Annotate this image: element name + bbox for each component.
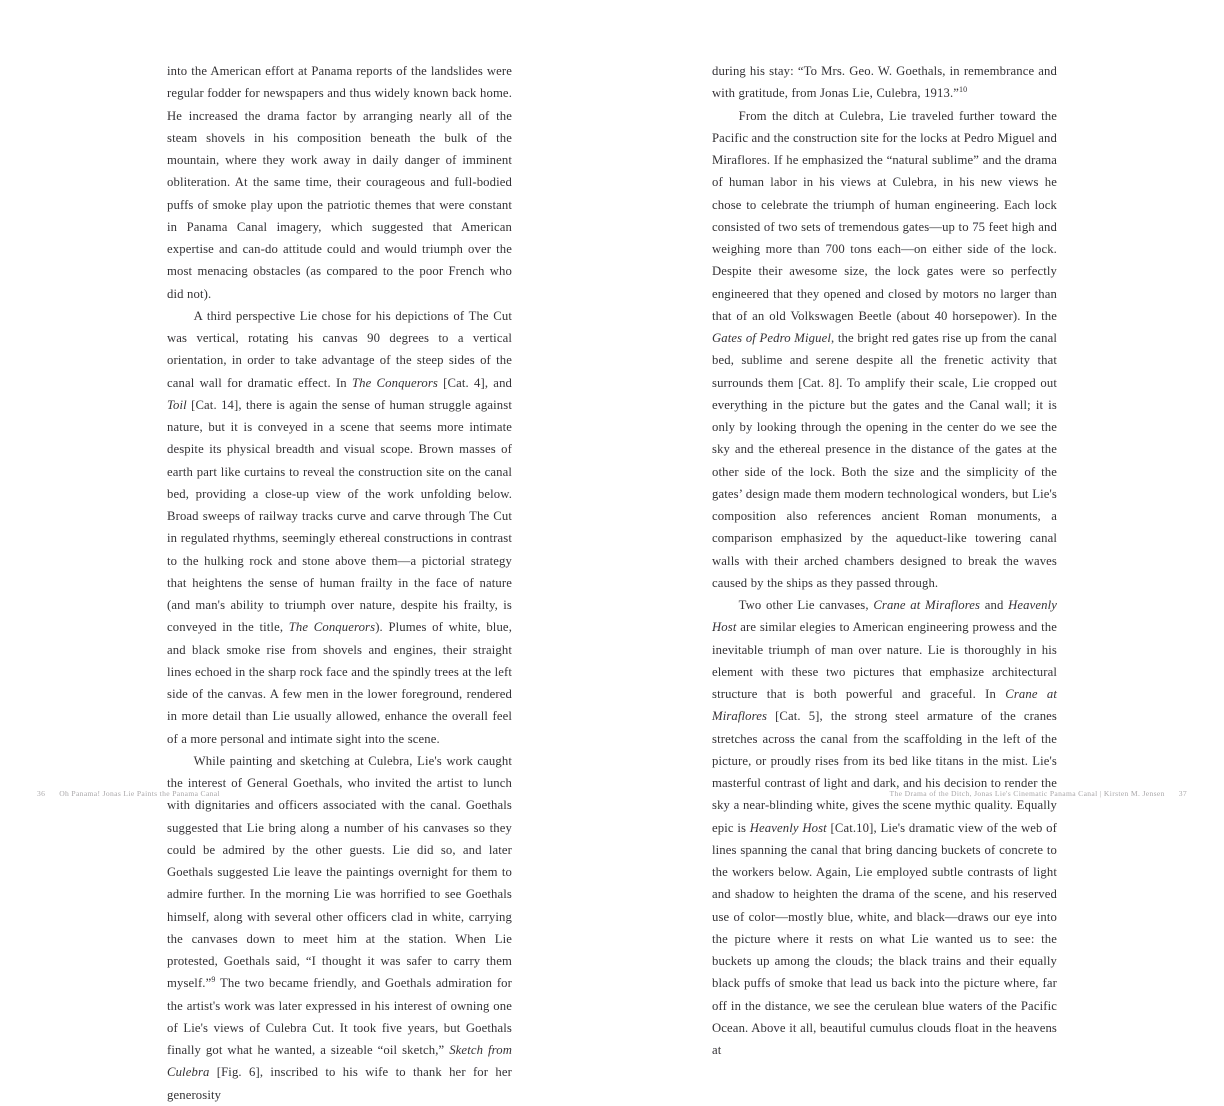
left-page-column [167,60,513,1102]
body-paragraph [712,60,1057,105]
text-run: From the ditch at Culebra, Lie traveled further toward the Pacific and the construction site for the locks at Pedro Miguel and Miraflores. If he emphasized the “natural sublime” and the drama of human labor in his views at Culebra, in his new views he chose to celebrate the triumph of human engineering. Each lock consisted of two sets of tremendous gates—up to 75 feet high and weighing more than 700 tons each—on either side of the lock. Despite their awesome size, the lock gates were so perfectly engineered that they opened and closed by motors no larger than that of an old Volkswagen Beetle (about 40 horsepower). In the [712,108,1057,323]
left-page-running-head: Oh Panama! Jonas Lie Paints the Panama Canal [59,789,220,798]
left-page-folio: 36 [37,789,46,798]
right-page-running-head: The Drama of the Ditch, Jonas Lie's Cinematic Panama Canal | Kirsten M. Jensen [889,789,1165,798]
text-run: ). Plumes of white, blue, and black smoke rise from shovels and engines, their straight lines echoed in the sharp rock face and the spindly trees at the left side of the canvas. A few men in the lower foreground, rendered in more detail than Lie usually allowed, enhance the overall feel of a more personal and intimate sight into the scene. [167,620,512,746]
body-paragraph [167,750,512,1106]
italic-title: Crane at Miraflores [712,687,1057,724]
italic-title: Heavenly Host [712,598,1057,635]
italic-title: Toil [167,397,187,412]
text-run: [Cat. 14], there is again the sense of human struggle against nature, but it is conveyed in a scene that seems more intimate despite its physical breadth and visual scope. Brown masses of earth part like curtains to reveal the construction site on the canal bed, providing a close-up view of the work unfolding below. Broad sweeps of railway tracks curve and carve through The Cut in regulated rhythms, seemingly ethereal constructions in contrast to the hulking rock and stone above them—a pictorial strategy that heightens the sense of human frailty in the face of nature (and man's ability to triumph over nature, despite his frailty, is conveyed in the title, [167,397,512,635]
text-run: While painting and sketching at Culebra, Lie's work caught the interest of General Goethals, who invited the artist to lunch with dignitaries and officers associated with the canal. Goethals suggested that Lie bring along a number of his canvases so they could be admired by the other guests. Lie did so, and later Goethals suggested Lie leave the paintings overnight for them to admire further. In the morning Lie was horrified to see Goethals himself, along with several other officers clad in white, carrying the canvases down to meet him at the station. When Lie protested, Goethals said, “I thought it was safer to carry them myself.” [167,753,512,991]
italic-title: Sketch from Culebra [167,1043,512,1080]
italic-title: Heavenly Host [749,820,827,835]
text-run: are similar elegies to American engineering prowess and the inevitable triumph of man over nature. Lie is thoroughly in his element with these two pictures that emphasize architectural structure that is both powerful and graceful. In [712,620,1057,701]
italic-title: Gates of Pedro Miguel [712,331,831,345]
text-run: [Cat. 5], the strong steel armature of the cranes stretches across the canal from the scaffolding in the left of the picture, or proudly rises from its bed like titans in the mist. Lie's masterful contrast of light and dark, and his decision to render the sky a near-blinding white, gives the scene mythic quality. Equally epic is [712,709,1057,835]
text-run: during his stay: “To Mrs. Geo. W. Goethals, in remembrance and with gratitude, from Jonas Lie, Culebra, 1913.” [712,64,1057,101]
text-run: A third perspective Lie chose for his depictions of The Cut was vertical, rotating his canvas 90 degrees to a vertical orientation, in order to take advantage of the steep sides of the canal wall for dramatic effect. In [167,308,512,390]
text-run: into the American effort at Panama reports of the landslides were regular fodder for newspapers and thus widely known back home. He increased the drama factor by arranging nearly all of the steam shovels in his composition beneath the bulk of the mountain, where they work away in daily danger of imminent obliteration. At the same time, their courageous and full-bodied puffs of smoke play upon the patriotic themes that were constant in Panama Canal imagery, which suggested that American expertise and can-do attitude could and would triumph over the most menacing obstacles (as compared to the poor French who did not). [167,64,512,301]
footnote-marker: 9 [211,975,216,985]
body-paragraph [167,305,512,750]
left-page-footer [37,789,220,798]
italic-title: The Conquerors [288,620,376,635]
text-run: The two became friendly, and Goethals admiration for the artist's work was later expressed in his interest of owning one of Lie's views of Culebra Cut. It took five years, but Goethals finally got what he wanted, a sizeable “oil sketch,” [167,976,512,1057]
text-run: [Cat. 4], and [437,375,513,390]
text-run: [Fig. 6], inscribed to his wife to thank her for her generosity [167,1065,512,1102]
body-paragraph [167,60,512,305]
italic-title: The Conquerors [351,375,438,390]
text-run: , the bright red gates rise up from the canal bed, sublime and serene despite all the frenetic activity that surrounds them [Cat. 8]. To amplify their scale, Lie cropped out everything in the picture but the gates and the Canal wall; it is only by looking through the opening in the center do we see the sky and the ethereal presence in the distance of the gates at the other side of the lock. Both the size and the simplicity of the gates’ design made them modern technological wonders, but Lie's composition also references ancient Roman monuments, a comparison emphasized by the aqueduct-like towering canal walls with their arched chambers designed to break the waves caused by the ships as they passed through. [712,331,1057,590]
body-paragraph [712,594,1057,1061]
text-run: and [980,598,1009,612]
body-paragraph [712,105,1057,595]
right-page-footer [890,789,1187,798]
text-run: [Cat.10], Lie's dramatic view of the web of lines spanning the canal that bring dancing buckets of concrete to the workers below. Again, Lie employed subtle contrasts of light and shadow to heighten the drama of the scene, and his reserved use of color—mostly blue, white, and black—draws our eye into the picture where it rests on what Lie wanted us to see: the buckets up among the clouds; the black trains and their equally black puffs of smoke that lead us back into the picture where, far off in the distance, we see the cerulean blue waters of the Pacific Ocean. Above it all, beautiful cumulus clouds float in the heavens at [712,820,1057,1057]
page-footer [0,789,1224,803]
footnote-marker: 10 [959,85,968,95]
right-page-folio: 37 [1178,789,1187,798]
text-run: Two other Lie canvases, [738,598,874,612]
italic-title: Crane at Miraflores [873,598,981,612]
